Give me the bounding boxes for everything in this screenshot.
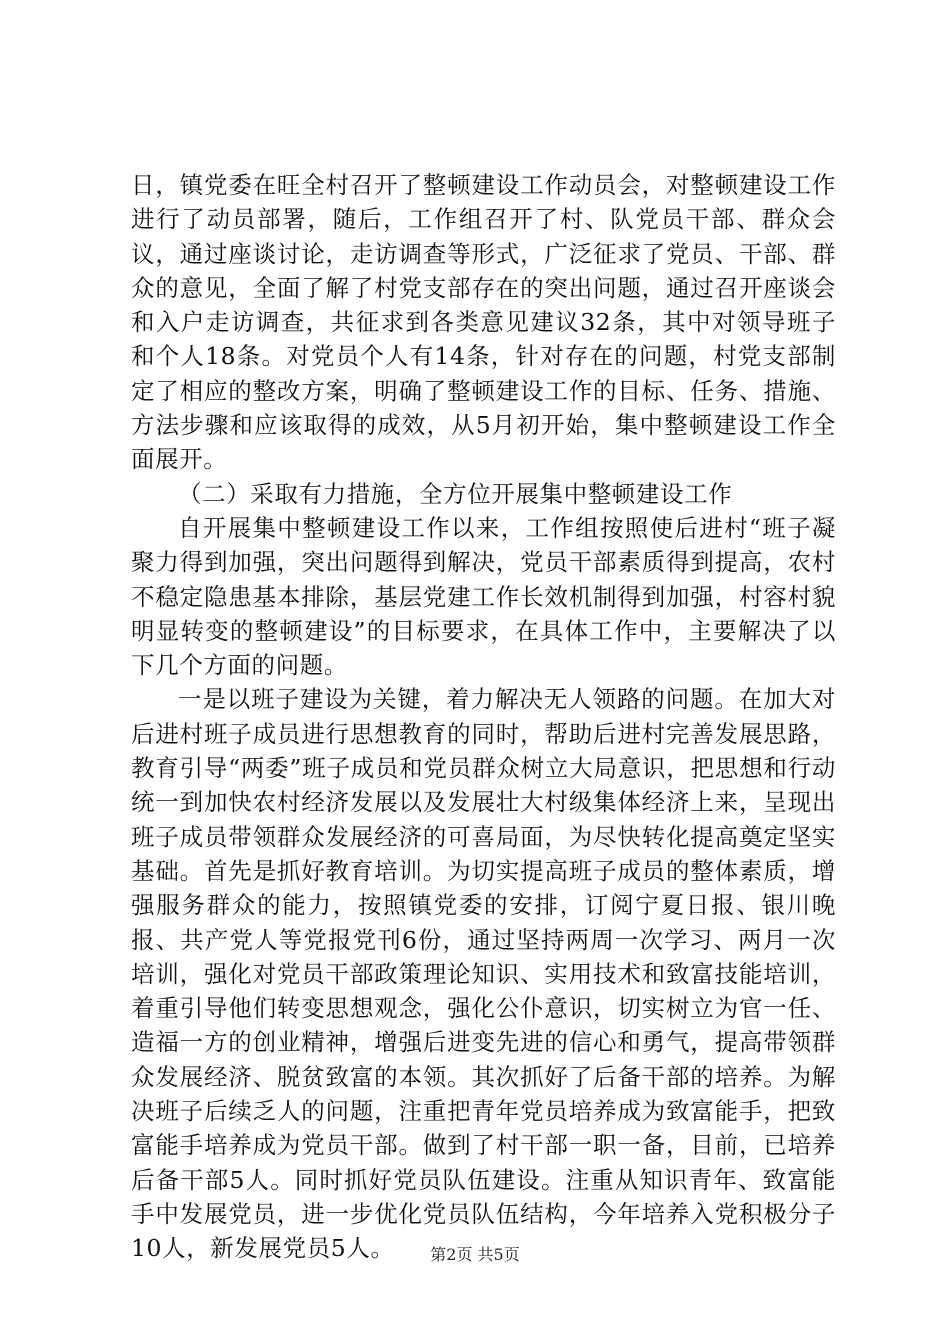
paragraph-continuation: 日，镇党委在旺全村召开了整顿建设工作动员会，对整顿建设工作进行了动员部署，随后，工作组召开了村、队党员干部、群众会议，通过座谈讨论，走访调查等形式，广泛征求了党员、干部、群众的意见，全面了解了村党支部存在的突出问题，通过召开座谈会和入户走访调查，共征求到各类意见建议32条，其中对领导班子和个人18条。对党员个人有14条，针对存在的问题，村党支部制定了相应的整改方案，明确了整顿建设工作的目标、任务、措施、方法步骤和应该取得的成效，从5月初开始，集中整顿建设工作全面展开。 (131, 171, 836, 474)
section-heading: （二）采取有力措施，全方位开展集中整顿建设工作 (178, 479, 733, 508)
paragraph: 自开展集中整顿建设工作以来，工作组按照使后进村“班子凝聚力得到加强，突出问题得到解决，党员干部素质得到提高，农村不稳定隐患基本排除，基层党建工作长效机制得到加强，村容村貌明显转变的整顿建设”的目标要求，在具体工作中，主要解决了以下几个方面的问题。 (131, 513, 836, 680)
page-number-footer: 第2页 共5页 (430, 1245, 520, 1264)
document-body (131, 168, 836, 1266)
paragraph: 一是以班子建设为关键，着力解决无人领路的问题。在加大对后进村班子成员进行思想教育的同时，帮助后进村完善发展思路，教育引导“两委”班子成员和党员群众树立大局意识，把思想和行动统一到加快农村经济发展以及发展壮大村级集体经济上来，呈现出班子成员带领群众发展经济的可喜局面，为尽快转化提高奠定坚实基础。首先是抓好教育培训。为切实提高班子成员的整体素质，增强服务群众的能力，按照镇党委的安排，订阅宁夏日报、银川晚报、共产党人等党报党刊6份，通过坚持两周一次学习、两月一次培训，强化对党员干部政策理论知识、实用技术和致富技能培训，着重引导他们转变思想观念，强化公仆意识，切实树立为官一任、造福一方的创业精神，增强后进变先进的信心和勇气，提高带领群众发展经济、脱贫致富的本领。其次抓好了后备干部的培养。为解决班子后续乏人的问题，注重把青年党员培养成为致富能手，把致富能手培养成为党员干部。做到了村干部一职一备，目前，已培养后备干部5人。同时抓好党员队伍建设。注重从知识青年、致富能手中发展党员，进一步优化党员队伍结构，今年培养入党积极分子10人，新发展党员5人。 (131, 685, 836, 1263)
